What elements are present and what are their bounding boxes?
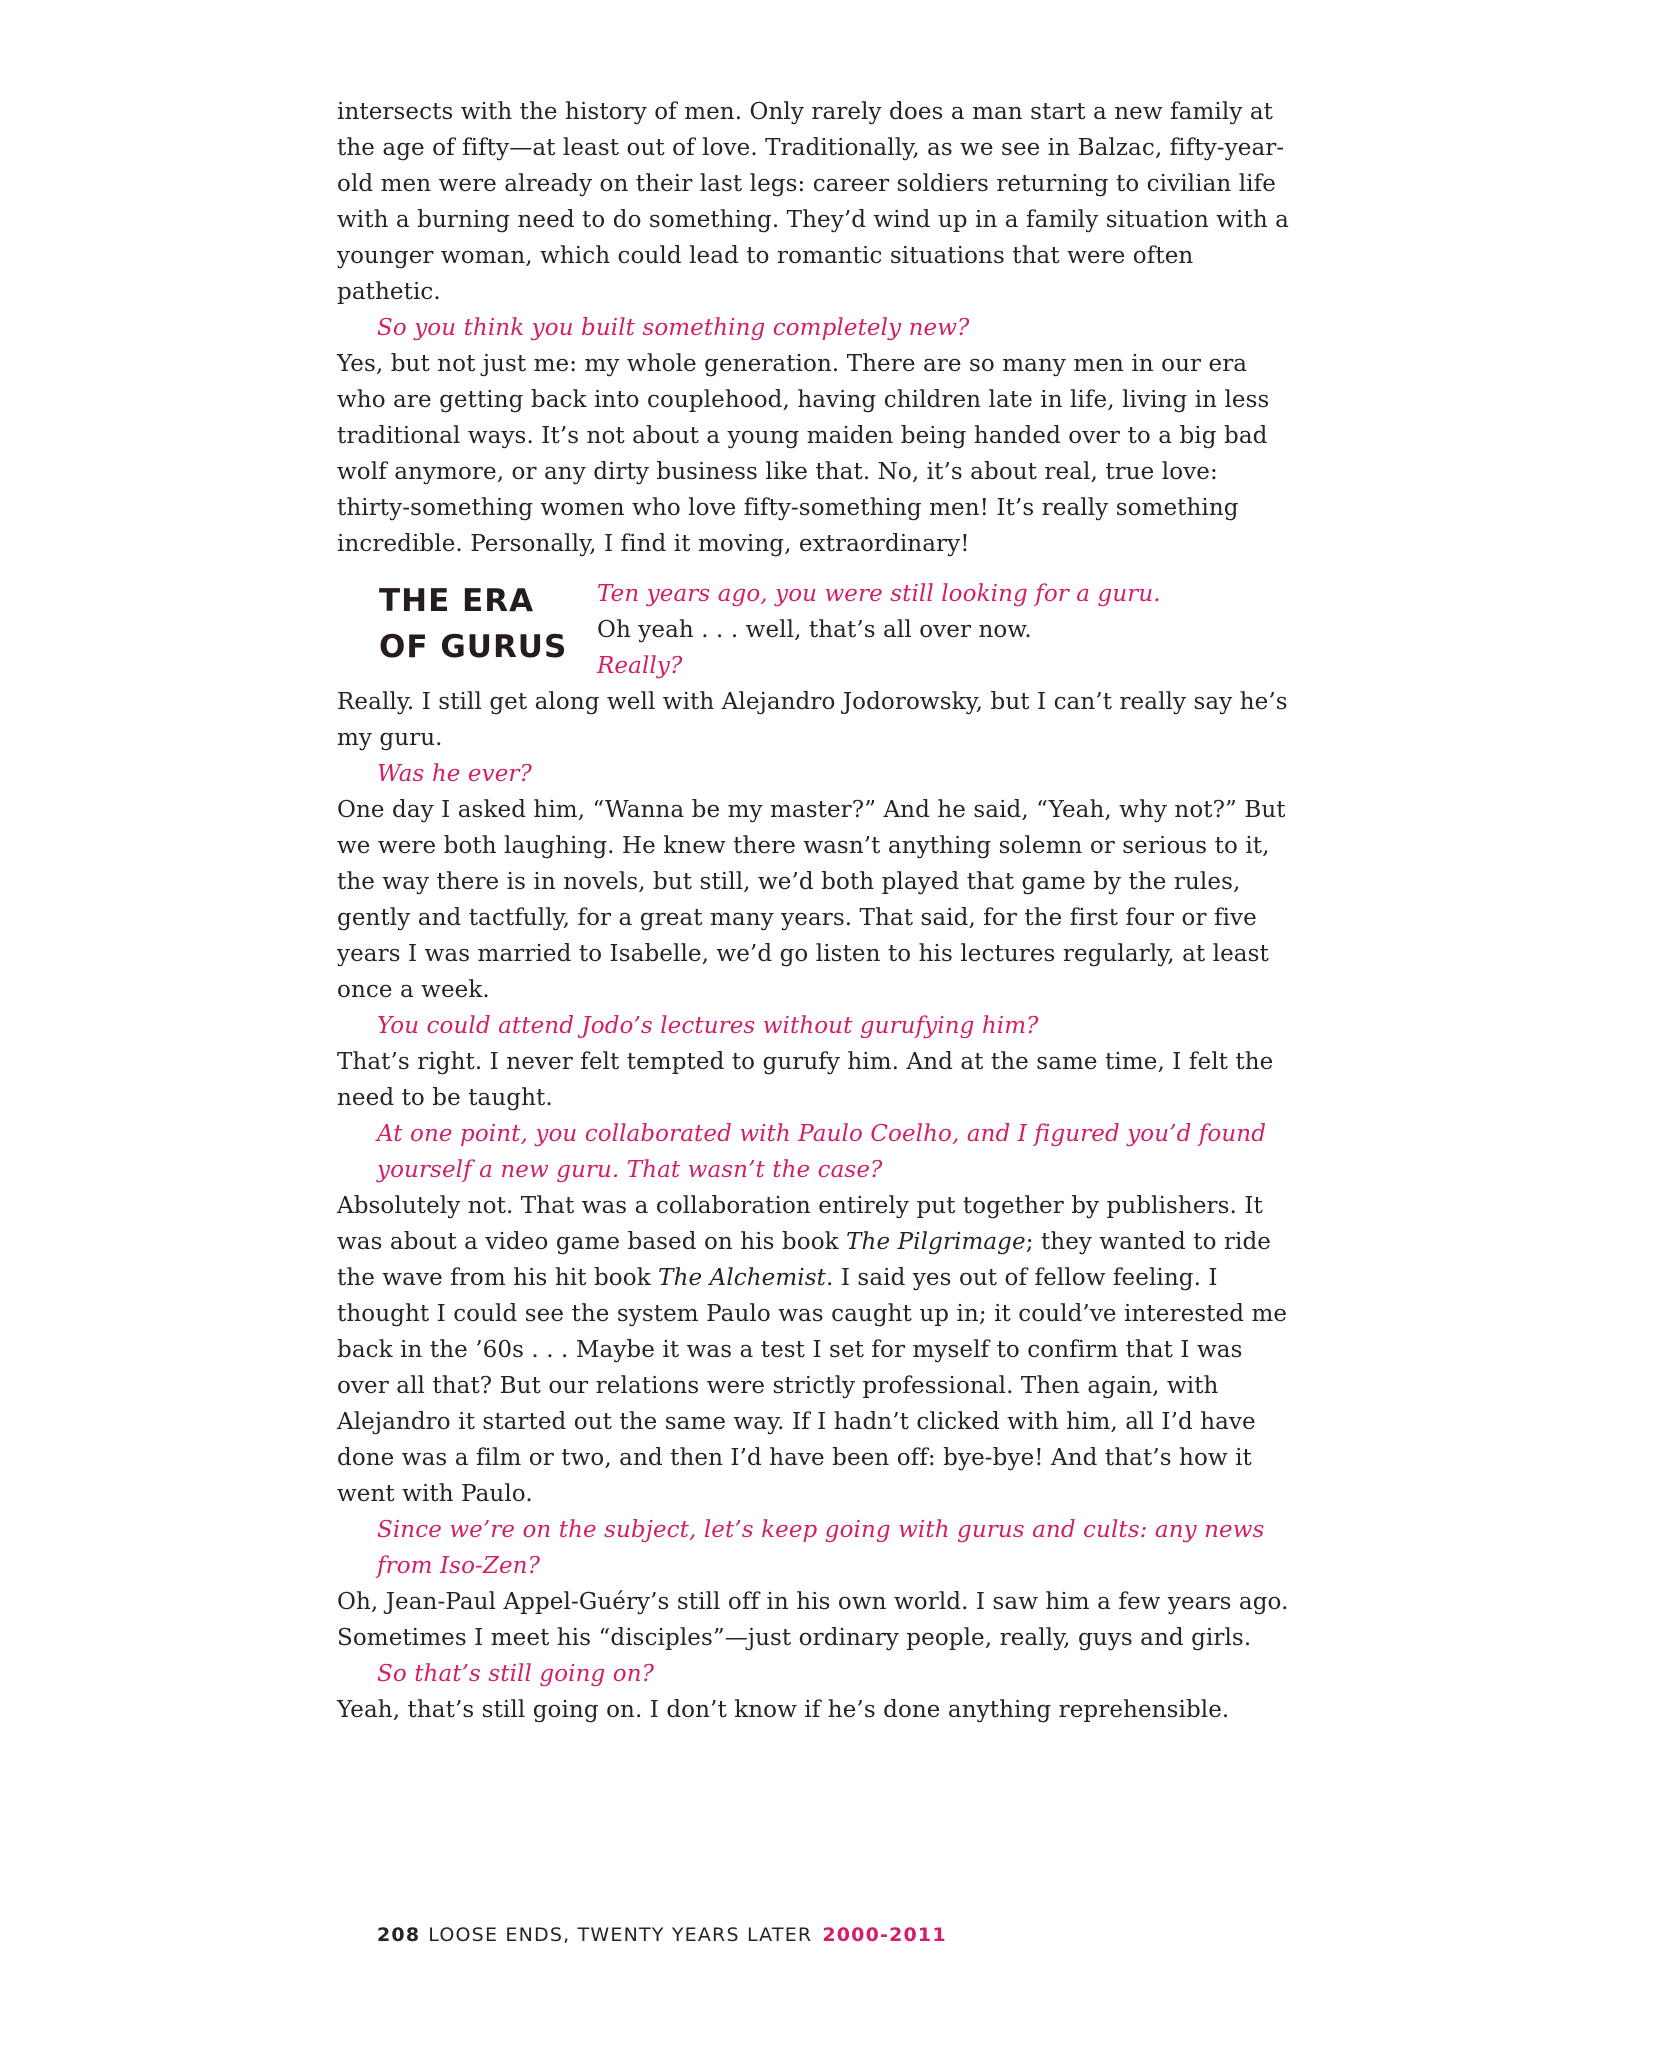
book-title: The Alchemist xyxy=(658,1265,826,1291)
question-paragraph: So that’s still going on? xyxy=(377,1661,655,1687)
section-heading-line: OF GURUS xyxy=(379,629,568,665)
section-era-of-gurus xyxy=(337,576,1297,684)
text-column xyxy=(337,94,1297,1728)
chapter-years: 2000-2011 xyxy=(822,1924,947,1946)
answer-paragraph: One day I asked him, “Wanna be my master?” And he said, “Yeah, why not?” But we were both laughing. He knew there wasn’t anything solemn or serious to it, the way there is in novels, but still, we’d both played that game by the rules, gently and tactfully, for a great many years. That said, for the first four or five years I was married to Isabelle, we’d go listen to his lectures regularly, at least once a week. xyxy=(337,797,1286,1003)
question-paragraph: Since we’re on the subject, let’s keep going with gurus and cults: any news from Iso-Zen? xyxy=(377,1517,1265,1579)
question-paragraph: You could attend Jodo’s lectures without gurufying him? xyxy=(377,1013,1039,1039)
answer-paragraph xyxy=(337,1188,1297,1512)
answer-paragraph: Oh, Jean-Paul Appel-Guéry’s still off in his own world. I saw him a few years ago. Sometimes I meet his “disciples”—just ordinary people, really, guys and girls. xyxy=(337,1589,1289,1651)
book-title: The Pilgrimage xyxy=(846,1229,1026,1255)
question-paragraph: Was he ever? xyxy=(377,761,532,787)
section-heading xyxy=(379,578,567,670)
answer-paragraph: Yeah, that’s still going on. I don’t know if he’s done anything reprehensible. xyxy=(337,1697,1230,1723)
question-paragraph: So you think you built something completely new? xyxy=(377,315,970,341)
running-title: LOOSE ENDS, TWENTY YEARS LATER xyxy=(428,1924,813,1946)
answer-text: Absolutely not. That was a collaboration entirely put together by publishers. It was about a video game based on his book xyxy=(337,1193,1263,1255)
page-footer xyxy=(377,1924,947,1946)
answer-text: . I said yes out of fellow feeling. I thought I could see the system Paulo was caught up in; it could’ve interested me back in the ’60s . . . Maybe it was a test I set for myself to confirm that I was over all that? But our relations were strictly professional. Then again, with Alejandro it started out the same way. If I hadn’t clicked with him, all I’d have done was a film or two, and then I’d have been off: bye-bye! And that’s how it went with Paulo. xyxy=(337,1265,1288,1507)
answer-paragraph: Yes, but not just me: my whole generation. There are so many men in our era who are getting back into couplehood, having children late in life, living in less traditional ways. It’s not about a young maiden being handed over to a big bad wolf anymore, or any dirty business like that. No, it’s about real, true love: thirty-something women who love fifty-something men! It’s really something incredible. Personally, I find it moving, extraordinary! xyxy=(337,351,1270,557)
section-opening-lines xyxy=(597,576,1297,684)
section-heading-line: THE ERA xyxy=(379,583,535,619)
answer-paragraph: That’s right. I never felt tempted to gurufy him. And at the same time, I felt the need to be taught. xyxy=(337,1049,1274,1111)
answer-paragraph: Oh yeah . . . well, that’s all over now. xyxy=(597,617,1032,643)
page-number: 208 xyxy=(377,1924,421,1946)
question-paragraph: Really? xyxy=(597,653,683,679)
question-paragraph: At one point, you collaborated with Paulo Coelho, and I figured you’d found yourself a new guru. That wasn’t the case? xyxy=(377,1121,1267,1183)
answer-text: ; they wanted to ride the wave from his hit book xyxy=(337,1229,1272,1291)
question-paragraph: Ten years ago, you were still looking for a guru. xyxy=(597,581,1161,607)
answer-paragraph: intersects with the history of men. Only rarely does a man start a new family at the age of fifty—at least out of love. Traditionally, as we see in Balzac, fifty-year-old men were already on their last legs: career soldiers returning to civilian life with a burning need to do something. They’d wind up in a family situation with a younger woman, which could lead to romantic situations that were often pathetic. xyxy=(337,99,1289,305)
answer-paragraph: Really. I still get along well with Alejandro Jodorowsky, but I can’t really say he’s my guru. xyxy=(337,689,1288,751)
